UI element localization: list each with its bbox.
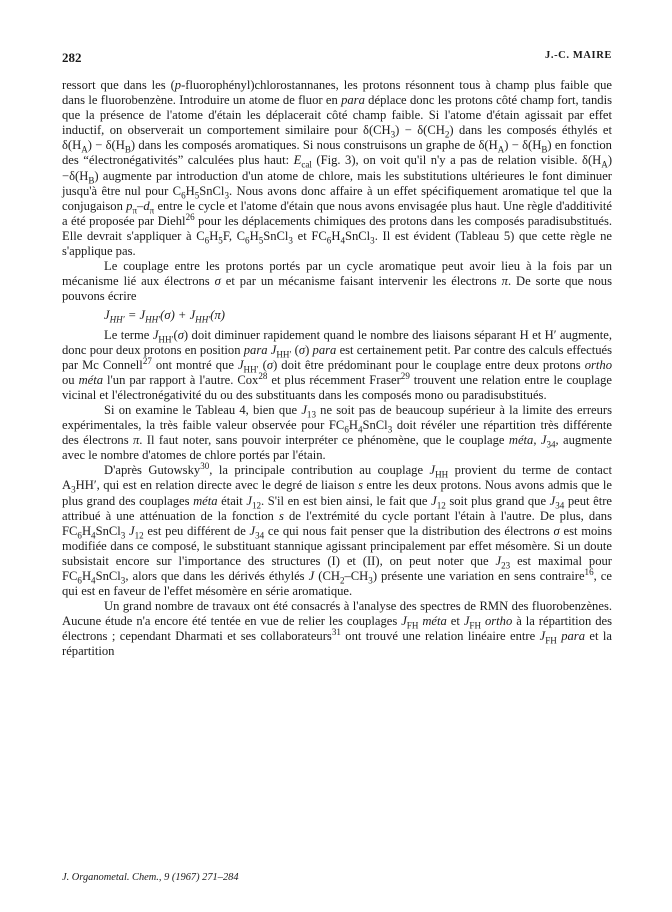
paragraph-4: Si on examine le Tableau 4, bien que $J_{13}$ ne soit pas de beaucoup supérieur à la limite des erreurs expérimentales, la très faible valeur observée pour $FC_6H_4SnCl_3$ doit révéler une répartition très différente des électrons π. Il faut noter, sans pouvoir interpréter ce phénomène, que le couplage méta, $J_{34}$, augmente avec le nombre d'atomes de chlore portés par l'étain. — [62, 402, 612, 463]
running-head: J.-C. MAIRE — [545, 50, 612, 61]
paragraph-5: D'après Gutowsky$^{30}$, la principale contribution au couplage $J_{HH}$ provient du terme de contact $A_3HH'$, qui est en relation directe avec le degré de liaison s entre les deux protons. Nous avons admis que le plus grand des couplages méta était $J_{12}$. S'il en est bien ainsi, le fait que $J_{12}$ soit plus grand que $J_{34}$ peut être attribué à une atténuation de la fonction s de l'extrémité du cycle portant l'étain à l'autre. De plus, dans $FC_6H_4SnCl_3$ $J_{12}$ est peu différent de $J_{34}$ ce qui nous fait penser que la distribution des électrons σ est moins modifiée dans ce composé, le substituant stannique agissant principalement par effet mésomère. Si un doute subsistait encore sur l'importance des structures (I) et (II), on peut noter que $J_{23}$ est maximal pour $FC_6H_4SnCl_3$, alors que dans les dérivés éthylés J $(CH_2-CH_3)$ présente une variation en sens contraire$^{16}$, ce qui est en faveur de l'effet mésomère en série aromatique. — [62, 461, 613, 599]
paragraph-1: ressort que dans les (p-fluorophényl)chlorostannanes, les protons résonnent tous à champ plus faible que dans le fluorobenzène. Introduire un atome de fluor en para déplace donc les protons côté champ fort, tandis que la présence de l'atome d'étain les déplacerait côté champ faible. Si l'atome d'étain agissait par effet inductif, on observerait un comportement similaire pour $\delta(CH_3) - \delta(CH_2)$ dans les composés éthylés et $\delta(H_A) - \delta(H_B)$ dans les composés aromatiques. Si nous construisons un graphe de $\delta(H_A) - \delta(H_B)$ en fonction des “électronégativités” calculées plus haut: $E_{cal}$ (Fig. 3), on voit qu'il n'y a pas de relation visible. $\delta(H_A)-\delta(H_B)$ augmente par introduction d'un atome de chlore, mais les substitutions ultérieures le font diminuer jusqu'à être nul pour $C_6H_5SnCl_3$. Nous avons donc affaire à un effet spécifiquement aromatique tel que la conjugaison $p_\pi-d_\pi$ entre le cycle et l'atome d'étain que nous avons envisagée plus haut. Une règle d'additivité a été proposée par Diehl$^{26}$ pour les déplacements chimiques des protons dans les composés paradisubstitués. Elle devrait s'appliquer à $C_6H_5F$, $C_6H_5SnCl_3$ et $FC_6H_4SnCl_3$. Il est évident (Tableau 5) que cette règle ne s'applique pas. — [62, 78, 613, 259]
page-header — [62, 50, 612, 70]
equation: $J_{HH'} = J_{HH'}(\sigma) + J_{HH'}(\pi)$ — [104, 308, 225, 325]
paragraph-2: Le couplage entre les protons portés par un cycle aromatique peut avoir lieu à la fois par un mécanisme lié aux électrons σ et par un mécanisme faisant intervenir les électrons π. De sorte que nous pouvons écrire — [62, 259, 613, 304]
page-number: 282 — [62, 50, 82, 65]
paragraph-6: Un grand nombre de travaux ont été consacrés à l'analyse des spectres de RMN des fluorobenzènes. Aucune étude n'a encore été tentée en vue de relier les couplages $J_{FH}$ méta et $J_{FH}$ ortho à la répartition des électrons ; cependant Dharmati et ses collaborateurs$^{31}$ ont trouvé une relation linéaire entre $J_{FH}$ para et la répartition — [62, 599, 612, 659]
paragraph-3: Le terme $J_{HH'}(\sigma)$ doit diminuer rapidement quand le nombre des liaisons séparant H et H′ augmente, donc pour deux protons en position para $J_{HH'}$ (σ) para est certainement petit. Par contre des calculs effectués par Mc Connell$^{27}$ ont montré que $J_{HH'}$ (σ) doit être prédominant pour le couplage entre deux protons ortho ou méta l'un par rapport à l'autre. Cox$^{28}$ et plus récemment Fraser$^{29}$ trouvent une relation entre le couplage vicinal et l'électronégativité du ou des substituants dans les composés mono ou paradisubstitués. — [62, 327, 613, 402]
body-text — [62, 78, 612, 660]
journal-citation: J. Organometal. Chem., 9 (1967) 271–284 — [62, 872, 239, 883]
